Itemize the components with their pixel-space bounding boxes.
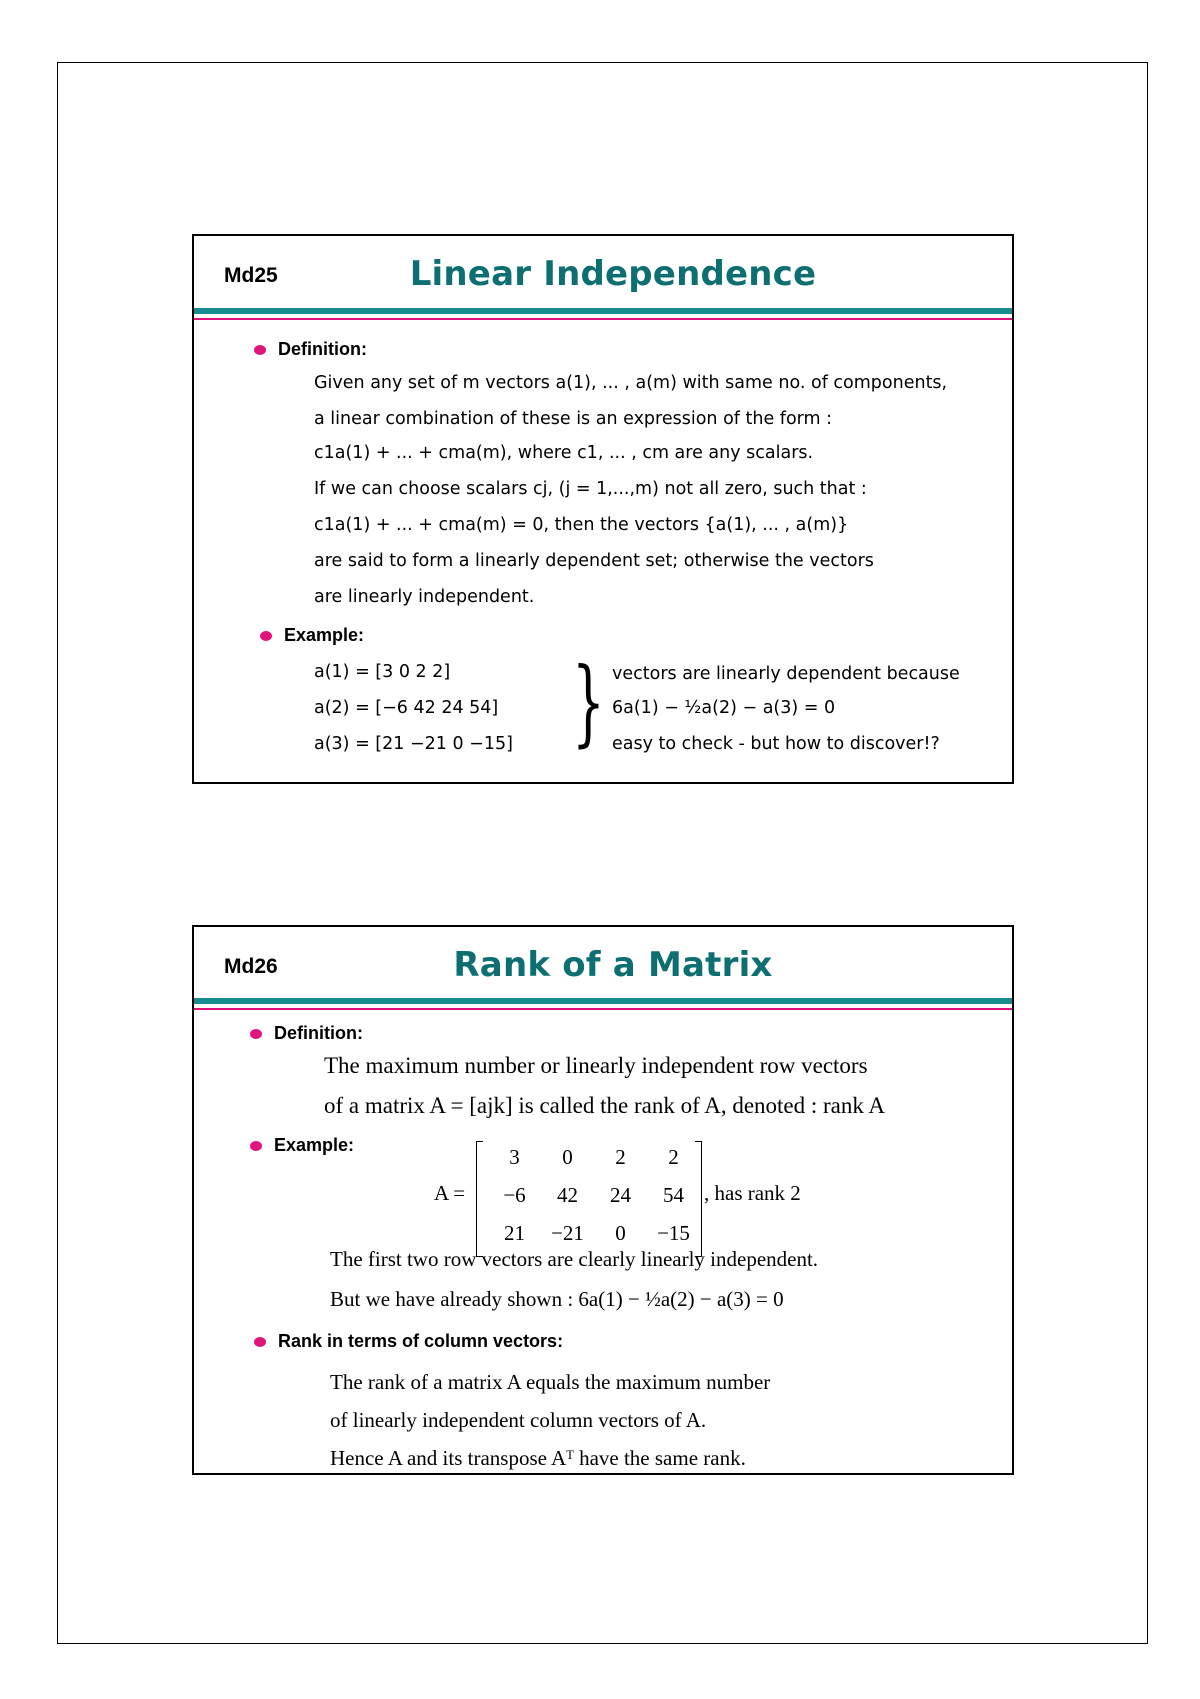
matrix-row: [488, 1145, 700, 1170]
slide-code: Md26: [224, 955, 278, 978]
vector-a1: a(1) = [3 0 2 2]: [314, 662, 451, 682]
def-line-5: c1a(1) + ... + cma(m) = 0, then the vectors {a(1), ... , a(m)}: [314, 515, 849, 535]
slide-header: [194, 236, 1012, 302]
header-rule-teal: [194, 998, 1012, 1004]
matrix-cell: 0: [562, 1145, 573, 1169]
slide-md26: [192, 925, 1014, 1475]
matrix-cell: −6: [503, 1183, 526, 1207]
slide-md25: [192, 234, 1014, 784]
example-label: Example:: [274, 1135, 355, 1155]
header-rule-pink: [194, 318, 1012, 320]
definition-bullet: [254, 339, 367, 360]
matrix-left-bracket: [476, 1141, 483, 1257]
curly-brace: }: [572, 648, 605, 757]
column-label: Rank in terms of column vectors:: [278, 1331, 564, 1351]
matrix-cell: 2: [668, 1145, 679, 1169]
definition-bullet: [250, 1023, 363, 1044]
matrix-rhs: , has rank 2: [704, 1181, 801, 1205]
vector-a2: a(2) = [−6 42 24 54]: [314, 698, 499, 718]
example-bullet: [260, 625, 364, 646]
def-line-3: c1a(1) + ... + cma(m), where c1, ... , cm are any scalars.: [314, 443, 814, 463]
matrix-row: [488, 1221, 700, 1246]
def-line-1: The maximum number or linearly independent row vectors: [324, 1053, 868, 1078]
matrix-a: [476, 1141, 702, 1257]
bullet-dot-icon: [254, 1337, 266, 1347]
matrix-row: [488, 1183, 700, 1208]
bullet-dot-icon: [260, 631, 272, 641]
matrix-cell: 21: [504, 1221, 525, 1245]
slide-title: Rank of a Matrix: [453, 945, 773, 985]
def-line-7: are linearly independent.: [314, 587, 535, 607]
example-label: Example:: [284, 625, 365, 645]
header-rule-pink: [194, 1008, 1012, 1010]
example-line-2: But we have already shown : 6a(1) − ½a(2) − a(3) = 0: [330, 1287, 784, 1311]
bullet-dot-icon: [250, 1141, 262, 1151]
matrix-cell: −15: [657, 1221, 690, 1245]
bullet-dot-icon: [254, 345, 266, 355]
definition-label: Definition:: [274, 1023, 363, 1043]
def-line-6: are said to form a linearly dependent set; otherwise the vectors: [314, 551, 874, 571]
matrix-cell: −21: [551, 1221, 584, 1245]
note-line-1: vectors are linearly dependent because: [612, 664, 960, 684]
matrix-cell: 42: [557, 1183, 578, 1207]
column-line-3: Hence A and its transpose Aᵀ have the same rank.: [330, 1446, 746, 1470]
matrix-cell: 3: [509, 1145, 520, 1169]
matrix-lhs: A =: [434, 1181, 466, 1205]
bullet-dot-icon: [250, 1029, 262, 1039]
slide-code: Md25: [224, 264, 278, 287]
note-line-3: easy to check - but how to discover!?: [612, 734, 940, 754]
example-line-1: The first two row vectors are clearly linearly independent.: [330, 1247, 819, 1271]
matrix-cell: 2: [615, 1145, 626, 1169]
vector-a3: a(3) = [21 −21 0 −15]: [314, 734, 513, 754]
example-bullet: [250, 1135, 354, 1156]
slide-title: Linear Independence: [409, 254, 817, 294]
definition-label: Definition:: [278, 339, 367, 359]
header-rule-teal: [194, 308, 1012, 314]
def-line-2: a linear combination of these is an expression of the form :: [314, 409, 833, 429]
matrix-cell: 0: [615, 1221, 626, 1245]
column-bullet: [254, 1331, 563, 1352]
slide-header: [194, 927, 1012, 993]
def-line-1: Given any set of m vectors a(1), ... , a(m) with same no. of components,: [314, 373, 948, 393]
def-line-2: of a matrix A = [ajk] is called the rank of A, denoted : rank A: [324, 1093, 885, 1118]
note-line-2: 6a(1) − ½a(2) − a(3) = 0: [612, 698, 836, 718]
def-line-4: If we can choose scalars cj, (j = 1,...,m) not all zero, such that :: [314, 479, 867, 499]
column-line-1: The rank of a matrix A equals the maximum number: [330, 1370, 771, 1394]
matrix-cell: 54: [663, 1183, 684, 1207]
matrix-cell: 24: [610, 1183, 631, 1207]
column-line-2: of linearly independent column vectors of A.: [330, 1408, 707, 1432]
